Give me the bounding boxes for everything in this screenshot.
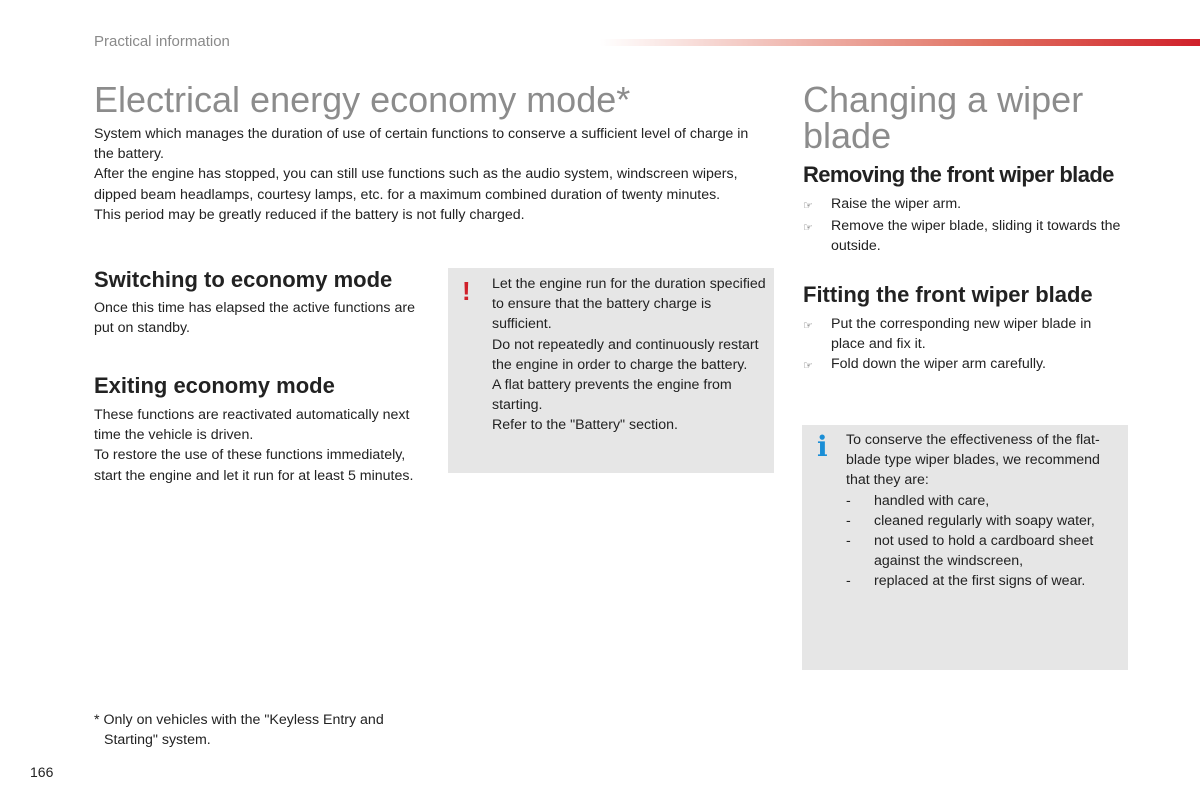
- step-text: Fold down the wiper arm carefully.: [831, 356, 1047, 373]
- page-number: 166: [30, 764, 54, 780]
- warning-line: Let the engine run for the duration specified to ensure that the battery charge is sufficient.: [492, 276, 766, 333]
- removing-heading: Removing the front wiper blade: [803, 162, 1114, 187]
- info-item-text: cleaned regularly with soapy water,: [874, 512, 1095, 529]
- step-text: Raise the wiper arm.: [831, 196, 962, 212]
- dash-marker: -: [846, 533, 851, 550]
- removing-steps: [803, 194, 1128, 257]
- pointing-hand-icon: ☞: [803, 222, 813, 235]
- fitting-steps: [803, 314, 1128, 377]
- fitting-heading: Fitting the front wiper blade: [803, 282, 1093, 307]
- warning-line: Refer to the "Battery" section.: [492, 417, 678, 434]
- warning-text: [492, 274, 768, 436]
- info-icon: i: [817, 430, 828, 463]
- exiting-paragraph: To restore the use of these functions immediately, start the engine and let it run for at least 5 minutes.: [94, 447, 414, 484]
- step-item: [803, 194, 1128, 216]
- page-title: Electrical energy economy mode*: [94, 79, 631, 120]
- step-text: Put the corresponding new wiper blade in place and fix it.: [831, 316, 1092, 353]
- step-text: Remove the wiper blade, sliding it towards the outside.: [831, 218, 1121, 255]
- info-text: [846, 430, 1122, 592]
- intro-text: [94, 124, 754, 225]
- step-item: [803, 314, 1128, 354]
- section-label: Practical information: [94, 33, 230, 50]
- warning-line: Do not repeatedly and continuously restart the engine in order to charge the battery.: [492, 336, 759, 373]
- warning-exclamation-icon: !: [462, 276, 471, 306]
- info-list-item: [846, 491, 1122, 511]
- pointing-hand-icon: ☞: [803, 320, 813, 332]
- warning-line: A flat battery prevents the engine from starting.: [492, 377, 732, 414]
- exiting-text: [94, 405, 426, 486]
- switching-heading: Switching to economy mode: [94, 267, 393, 292]
- info-intro: To conserve the effectiveness of the flat-blade type wiper blades, we recommend that they are:: [846, 432, 1100, 489]
- pointing-hand-icon: ☞: [803, 360, 813, 373]
- footnote: * Only on vehicles with the "Keyless Entry and Starting" system.: [94, 712, 384, 749]
- info-item-text: replaced at the first signs of wear.: [874, 573, 1086, 590]
- dash-marker: -: [846, 573, 851, 590]
- wiper-title: Changing a wiper blade: [803, 79, 1084, 156]
- switching-paragraph: Once this time has elapsed the active functions are put on standby.: [94, 300, 415, 337]
- step-item: [803, 354, 1128, 376]
- info-list-item: [846, 531, 1122, 571]
- dash-marker: -: [846, 512, 851, 529]
- warning-box: [448, 268, 774, 473]
- exiting-paragraph: These functions are reactivated automatically next time the vehicle is driven.: [94, 407, 410, 444]
- info-list-item: [846, 571, 1122, 591]
- info-box: [802, 425, 1128, 670]
- switching-text: [94, 298, 424, 338]
- dash-marker: -: [846, 492, 851, 509]
- step-item: [803, 216, 1128, 256]
- info-list-item: [846, 511, 1122, 531]
- intro-paragraph: This period may be greatly reduced if the battery is not fully charged.: [94, 206, 525, 223]
- intro-paragraph: After the engine has stopped, you can still use functions such as the audio system, windscreen wipers, dipped beam headlamps, courtesy lamps, etc. for a maximum combined duration of twenty minutes.: [94, 166, 738, 203]
- info-item-text: handled with care,: [874, 492, 990, 509]
- intro-paragraph: System which manages the duration of use of certain functions to conserve a sufficient level of charge in the battery.: [94, 126, 749, 163]
- info-item-text: not used to hold a cardboard sheet against the windscreen,: [874, 533, 1094, 570]
- header-gradient-bar: [600, 39, 1200, 46]
- exiting-heading: Exiting economy mode: [94, 373, 335, 398]
- pointing-hand-icon: ☞: [803, 200, 813, 212]
